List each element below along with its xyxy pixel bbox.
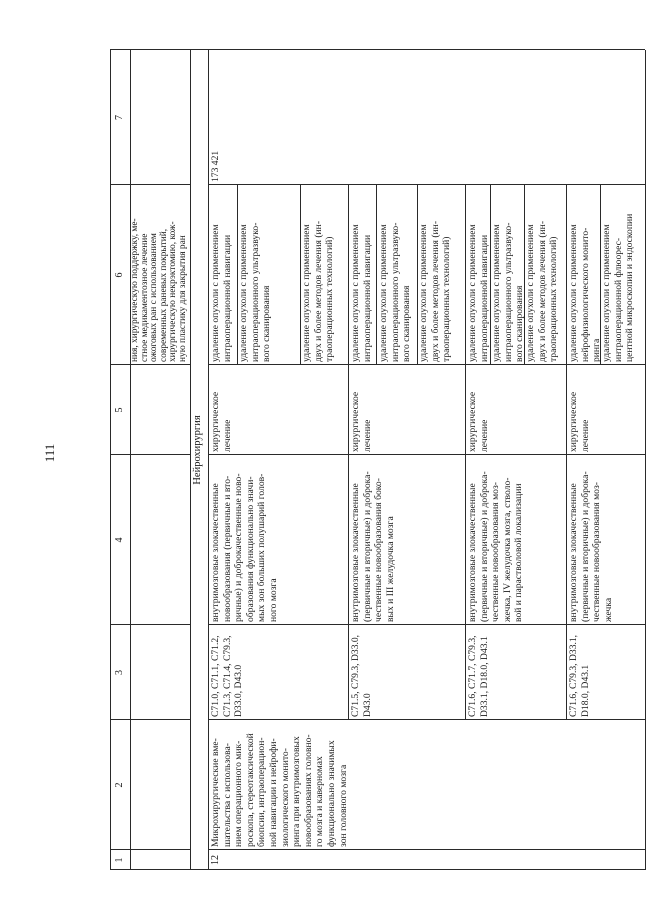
group-2-method-2: удаление опухоли с применением интраоперационного ультразвуко- вого сканирования (378, 222, 413, 362)
group-2-codes: С71.5, С79.3, D33.0, D43.0 (350, 634, 373, 717)
group-separator-3 (566, 185, 567, 720)
service-name: Микрохирургические вме- шательства с использова- нием операционного мик- роскопа, стереотаксической биопсии, интраоперацион- ной навигации и нейрофи- зиологического монито- ринга при внутримозговых новообразованиях головно- го мозга и каверномах функционально значимых зон головного мозга (210, 733, 349, 847)
document-table (70, 30, 650, 890)
column-number-4: 4 (114, 537, 125, 543)
header-top-border (110, 50, 111, 870)
column-number-3: 3 (114, 670, 125, 675)
col-border-1-lower (208, 849, 645, 850)
column-number-5: 5 (114, 407, 125, 413)
group-1-codes: С71.0, С71.1, С71.2, С71.3, С71.4, С79.3, D33.0, D43.0 (210, 635, 245, 717)
method-separator-2-1 (376, 185, 377, 365)
group-3-method-1: удаление опухоли с применением интраоперационной навигации (467, 224, 490, 362)
col-border-4-lower (208, 454, 645, 455)
group-1-method-3: удаление опухоли с применением двух и более методов лечения (ин- траоперационных технологий) (301, 220, 336, 362)
column-number-1: 1 (114, 857, 125, 863)
continuation-text: ния, хирургическую поддержку, ме- стное медикаментозное лечение ожоговых ран с использованием современных раневых покрытий, хирургическую некрэктомию, кож- ную пластику для закрытия ран (130, 218, 188, 362)
group-3-method-2: удаление опухоли с применением интраоперационного ультразвуко- вого сканирования (491, 222, 526, 362)
group-separator-2 (465, 185, 466, 720)
group-4-treatment: хирургическое лечение (568, 391, 591, 452)
col-border-0 (110, 869, 645, 870)
header-bottom-border (130, 50, 131, 870)
group-2-model: внутримозговые злокачественные (первичные и вторичные) и доброка- чественные новообразования боко- вых и III желудочка мозга (350, 471, 396, 622)
section-title: Нейрохирургия (192, 415, 203, 485)
group-2-method-1: удаление опухоли с применением интраоперационной навигации (350, 224, 373, 362)
group-2-treatment: хирургическое лечение (350, 391, 373, 452)
group-4-codes: С71.6, С79.3, D33.1, D18.0, D43.1 (568, 634, 591, 717)
col-border-2-lower (208, 719, 645, 720)
col-border-6-lower (208, 184, 645, 185)
column-number-7: 7 (114, 115, 125, 120)
price: 173 421 (210, 150, 221, 182)
group-1-treatment: хирургическое лечение (210, 391, 233, 452)
group-2-method-3: удаление опухоли с применением двух и более методов лечения (ин- траоперационных технологий) (418, 220, 453, 362)
group-4-method-1: удаление опухоли с применением нейрофизиологического монито- ринга (568, 224, 603, 362)
table-bottom-border (645, 50, 646, 870)
group-3-treatment: хирургическое лечение (467, 391, 490, 452)
column-number-6: 6 (114, 272, 125, 278)
col-border-5-lower (208, 364, 645, 365)
section-top-border (190, 50, 191, 870)
group-separator-1 (348, 185, 349, 720)
page-number: 111 (42, 443, 57, 463)
group-3-codes: С71.6, С71.7, С79.3, D33.1, D18.0, D43.1 (467, 635, 490, 717)
group-3-model: внутримозговые злокачественные (первичные и вторичные) и доброка- чественные новообразования моз- жечка, IV желудочка мозга, стволо- вой и парастволовой локализации (467, 471, 525, 622)
col-border-7 (110, 49, 645, 50)
group-4-method-2: удаление опухоли с применением интраоперационной флюорес- центной микроскопии и эндоскопии (601, 213, 636, 362)
section-bottom-border (208, 50, 209, 870)
group-3-method-3: удаление опухоли с применением двух и более методов лечения (ин- траоперационных технологий) (525, 220, 560, 362)
group-1-method-1: удаление опухоли с применением интраоперационной навигации (210, 224, 233, 362)
column-number-2: 2 (114, 782, 125, 788)
col-border-3-lower (208, 624, 645, 625)
group-1-method-2: удаление опухоли с применением интраоперационного ультразвуко- вого сканирования (238, 222, 273, 362)
group-1-model: внутримозговые злокачественные новообразования (первичные и вто- ричные) и доброкачественные ново- образования функционально значи- мых зон больших полушарий голов- ного мозга (210, 473, 279, 622)
row-number: 12 (210, 855, 221, 865)
group-4-model: внутримозговые злокачественные (первичные и вторичные) и доброка- чественные новообразования моз- жечка (568, 471, 614, 622)
